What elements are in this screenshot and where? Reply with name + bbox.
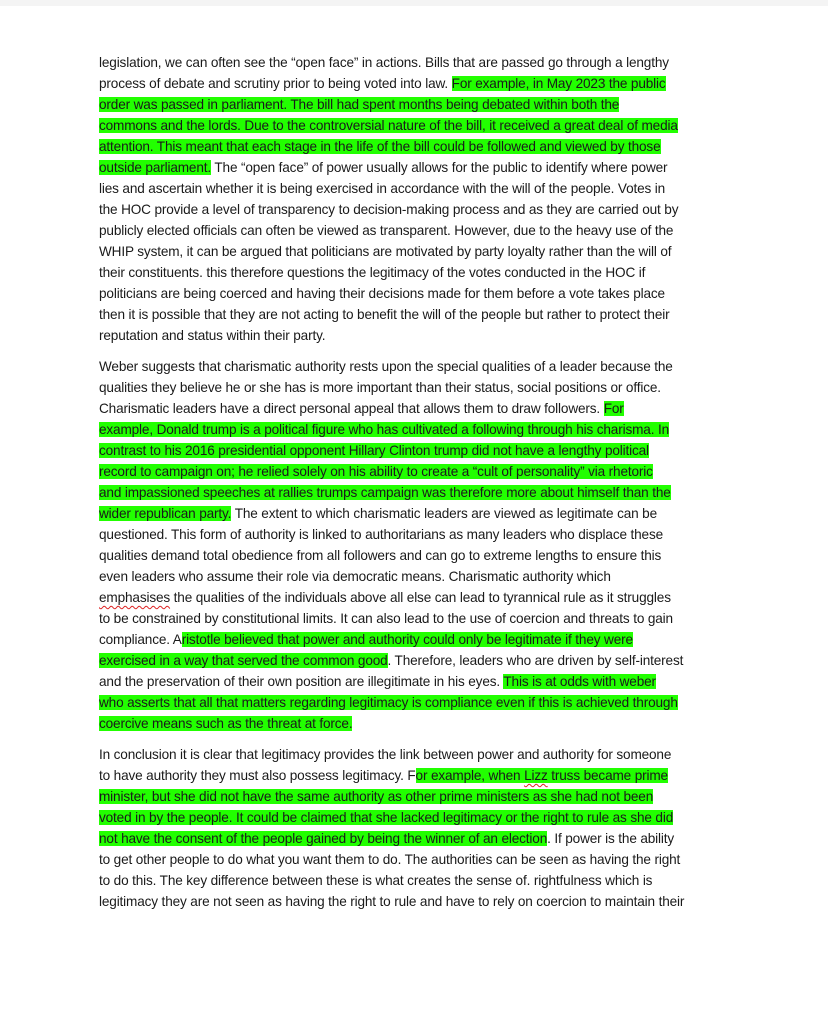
text-line — [99, 52, 739, 73]
text-line — [99, 283, 739, 304]
text-run: In conclusion it is clear that legitimacy provides the link between power and authority for someone — [99, 747, 672, 762]
text-line — [99, 398, 739, 419]
text-line — [99, 440, 739, 461]
text-run: . Therefore, leaders who are driven by self-interest — [387, 653, 684, 668]
highlighted-text: or example, when — [415, 768, 525, 783]
text-line — [99, 870, 739, 891]
text-run: politicians are being coerced and having their decisions made for them before a vote takes place — [99, 286, 665, 301]
text-run: legitimacy they are not seen as having the right to rule and have to rely on coercion to maintain their — [99, 894, 685, 909]
text-run: then it is possible that they are not acting to benefit the will of the people but rather to protect their — [99, 307, 670, 322]
paragraph — [99, 744, 739, 912]
text-line — [99, 220, 739, 241]
text-line — [99, 545, 739, 566]
text-line — [99, 482, 739, 503]
highlighted-text: This is at odds with weber — [503, 674, 656, 689]
text-line — [99, 524, 739, 545]
paragraph — [99, 52, 739, 346]
highlighted-text: coercive means such as the threat at force. — [99, 716, 353, 731]
text-run: The extent to which charismatic leaders are viewed as legitimate can be — [231, 506, 657, 521]
text-line — [99, 262, 739, 283]
text-line — [99, 241, 739, 262]
text-line — [99, 891, 739, 912]
text-line — [99, 199, 739, 220]
text-line — [99, 692, 739, 713]
text-line — [99, 461, 739, 482]
text-run: their constituents. this therefore questions the legitimacy of the votes conducted in the HOC if — [99, 265, 646, 280]
text-line — [99, 849, 739, 870]
highlighted-text: record to campaign on; he relied solely on his ability to create a “cult of personality” via rhetoric — [99, 464, 653, 479]
text-line — [99, 115, 739, 136]
text-run: to have authority they must also possess legitimacy. F — [99, 768, 416, 783]
text-line — [99, 419, 739, 440]
highlighted-text: commons and the lords. Due to the controversial nature of the bill, it received a great deal of media — [99, 118, 678, 133]
text-line — [99, 304, 739, 325]
highlighted-text: minister, but she did not have the same authority as other prime ministers as she had not been — [99, 789, 654, 804]
text-run: to do this. The key difference between these is what creates the sense of. rightfulness which is — [99, 873, 653, 888]
highlighted-text: truss became prime — [547, 768, 668, 783]
text-run: to get other people to do what you want them to do. The authorities can be seen as having the right — [99, 852, 681, 867]
highlighted-text: For — [603, 401, 624, 416]
text-run: process of debate and scrutiny prior to being voted into law. — [99, 76, 452, 91]
highlighted-text: voted in by the people. It could be claimed that she lacked legitimacy or the right to rule as she did — [99, 810, 674, 825]
text-run: Weber suggests that charismatic authority rests upon the special qualities of a leader because the — [99, 359, 673, 374]
text-line — [99, 566, 739, 587]
text-line — [99, 713, 739, 734]
text-run: and the preservation of their own position are illegitimate in his eyes. — [99, 674, 504, 689]
highlighted-text: For example, in May 2023 the public — [451, 76, 666, 91]
text-run: questioned. This form of authority is linked to authoritarians as many leaders who displace these — [99, 527, 664, 542]
highlighted-text: contrast to his 2016 presidential opponent Hillary Clinton trump did not have a lengthy political — [99, 443, 649, 458]
text-run: publicly elected officials can often be viewed as transparent. However, due to the heavy use of the — [99, 223, 674, 238]
text-run: qualities they believe he or she has is more important than their status, social positions or office. — [99, 380, 661, 395]
text-run: reputation and status within their party. — [99, 328, 326, 343]
text-line — [99, 157, 739, 178]
top-edge — [0, 0, 828, 6]
text-line — [99, 503, 739, 524]
highlighted-text: outside parliament. — [99, 160, 212, 175]
text-run: the HOC provide a level of transparency to decision-making process and as they are carried out by — [99, 202, 679, 217]
highlighted-text: who asserts that all that matters regarding legitimacy is compliance even if this is achieved through — [99, 695, 678, 710]
highlighted-text: and impassioned speeches at rallies trumps campaign was therefore more about himself than the — [99, 485, 671, 500]
text-run: to be constrained by constitutional limits. It can also lead to the use of coercion and threats to gain — [99, 611, 673, 626]
highlighted-text: exercised in a way that served the common good — [99, 653, 388, 668]
text-line — [99, 786, 739, 807]
misspelled-word: emphasises — [99, 590, 171, 605]
text-run: compliance. A — [99, 632, 182, 647]
text-line — [99, 94, 739, 115]
text-line — [99, 377, 739, 398]
text-line — [99, 828, 739, 849]
text-line — [99, 136, 739, 157]
text-line — [99, 650, 739, 671]
text-run: lies and ascertain whether it is being exercised in accordance with the will of the people. Votes in — [99, 181, 666, 196]
text-line — [99, 807, 739, 828]
text-run: qualities demand total obedience from all followers and can go to extreme lengths to ensure this — [99, 548, 662, 563]
text-line — [99, 325, 739, 346]
text-line — [99, 765, 739, 786]
text-run: Charismatic leaders have a direct personal appeal that allows them to draw followers. — [99, 401, 604, 416]
highlighted-text: not have the consent of the people gained by being the winner of an election — [99, 831, 548, 846]
text-line — [99, 178, 739, 199]
highlighted-text: attention. This meant that each stage in the life of the bill could be followed and viewed by those — [99, 139, 661, 154]
highlighted-text: example, Donald trump is a political figure who has cultivated a following through his charisma. In — [99, 422, 669, 437]
highlighted-text: ristotle believed that power and authority could only be legitimate if they were — [181, 632, 633, 647]
text-run: even leaders who assume their role via democratic means. Charismatic authority which — [99, 569, 611, 584]
text-run: The “open face” of power usually allows for the public to identify where power — [211, 160, 668, 175]
text-line — [99, 356, 739, 377]
text-run: . If power is the ability — [547, 831, 675, 846]
text-line — [99, 629, 739, 650]
paragraph — [99, 356, 739, 734]
highlighted-text: order was passed in parliament. The bill had spent months being debated within both the — [99, 97, 620, 112]
text-line — [99, 608, 739, 629]
text-line — [99, 744, 739, 765]
document-page[interactable] — [99, 52, 739, 922]
misspelled-word: Lizz — [524, 768, 548, 783]
text-line — [99, 587, 739, 608]
highlighted-text: wider republican party. — [99, 506, 232, 521]
text-run: legislation, we can often see the “open face” in actions. Bills that are passed go through a lengthy — [99, 55, 669, 70]
text-run: the qualities of the individuals above all else can lead to tyrannical rule as it struggles — [170, 590, 671, 605]
text-run: WHIP system, it can be argued that politicians are motivated by party loyalty rather than the will of — [99, 244, 672, 259]
text-line — [99, 671, 739, 692]
text-line — [99, 73, 739, 94]
